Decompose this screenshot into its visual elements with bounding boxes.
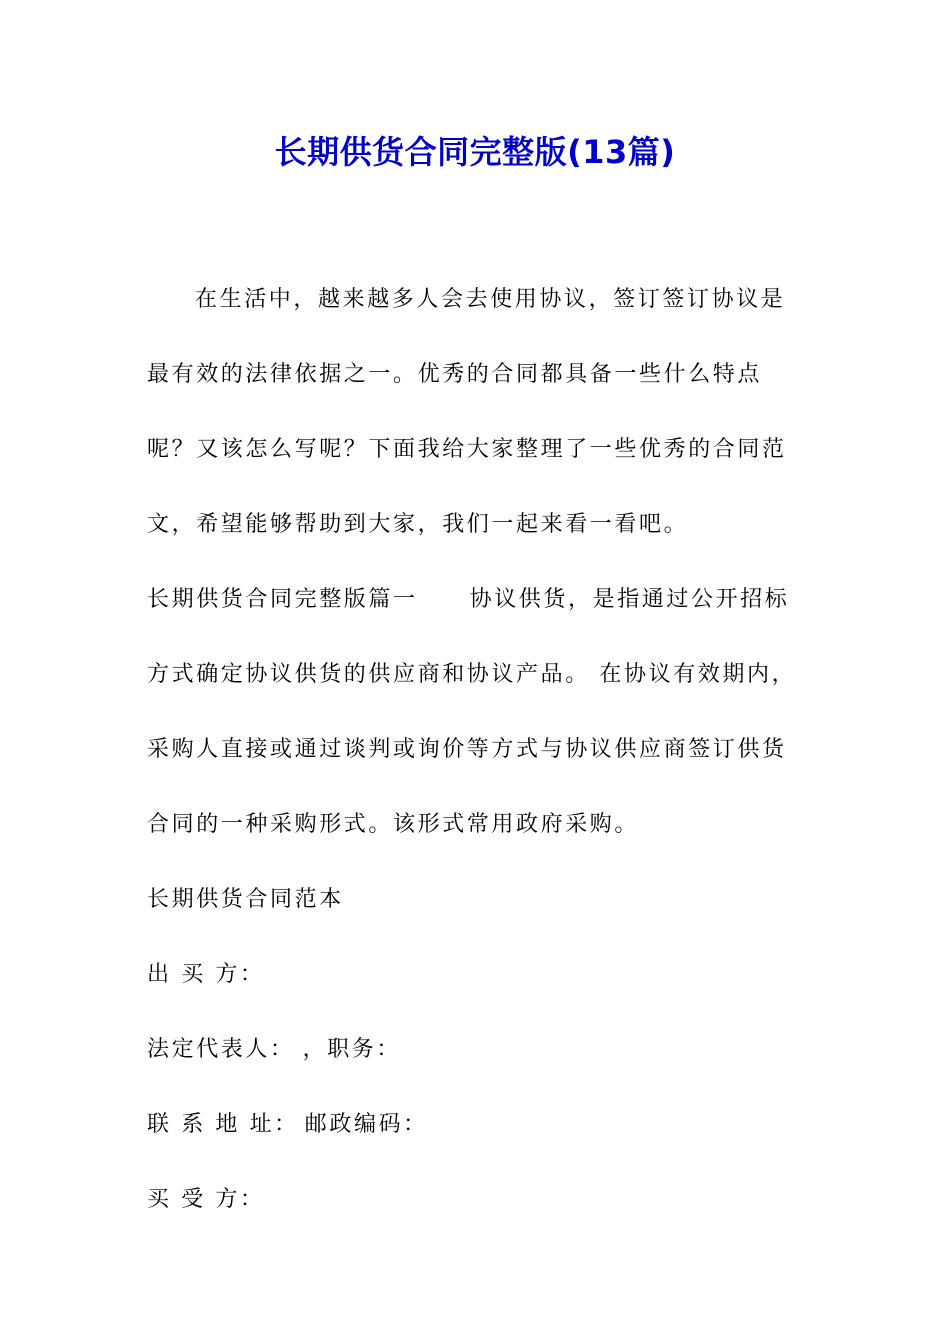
legal-rep-field: 法定代表人： (147, 1037, 295, 1062)
position-field: ，职务： (302, 1037, 402, 1062)
document-body (147, 262, 807, 1237)
document-title: 长期供货合同完整版(13篇) (274, 133, 676, 171)
address-line (147, 1087, 807, 1162)
postcode-field: 邮政编码： (304, 1112, 428, 1137)
section-text: 协议供货，是指通过公开招标方式确定协议供货的供应商和协议产品。 在协议有效期内，采购人直接或通过谈判或询价等方式与协议供应商签订供货合同的一种采购形式。该形式常用政府采购。 (147, 587, 797, 837)
intro-paragraph: 在生活中，越来越多人会去使用协议，签订签订协议是最有效的法律依据之一。优秀的合同都具备一些什么特点呢？又该怎么写呢？下面我给大家整理了一些优秀的合同范文，希望能够帮助到大家，我们一起来看一看吧。 (147, 287, 787, 537)
seller-field: 出 买 方： (147, 962, 265, 987)
buyer-field: 买 受 方： (147, 1187, 265, 1212)
template-title: 长期供货合同范本 (147, 887, 344, 912)
legal-rep-line (147, 1012, 807, 1087)
section-heading: 长期供货合同完整版篇一 (147, 587, 418, 612)
address-field: 联 系 地 址： (147, 1112, 299, 1137)
section-paragraph (147, 562, 807, 862)
